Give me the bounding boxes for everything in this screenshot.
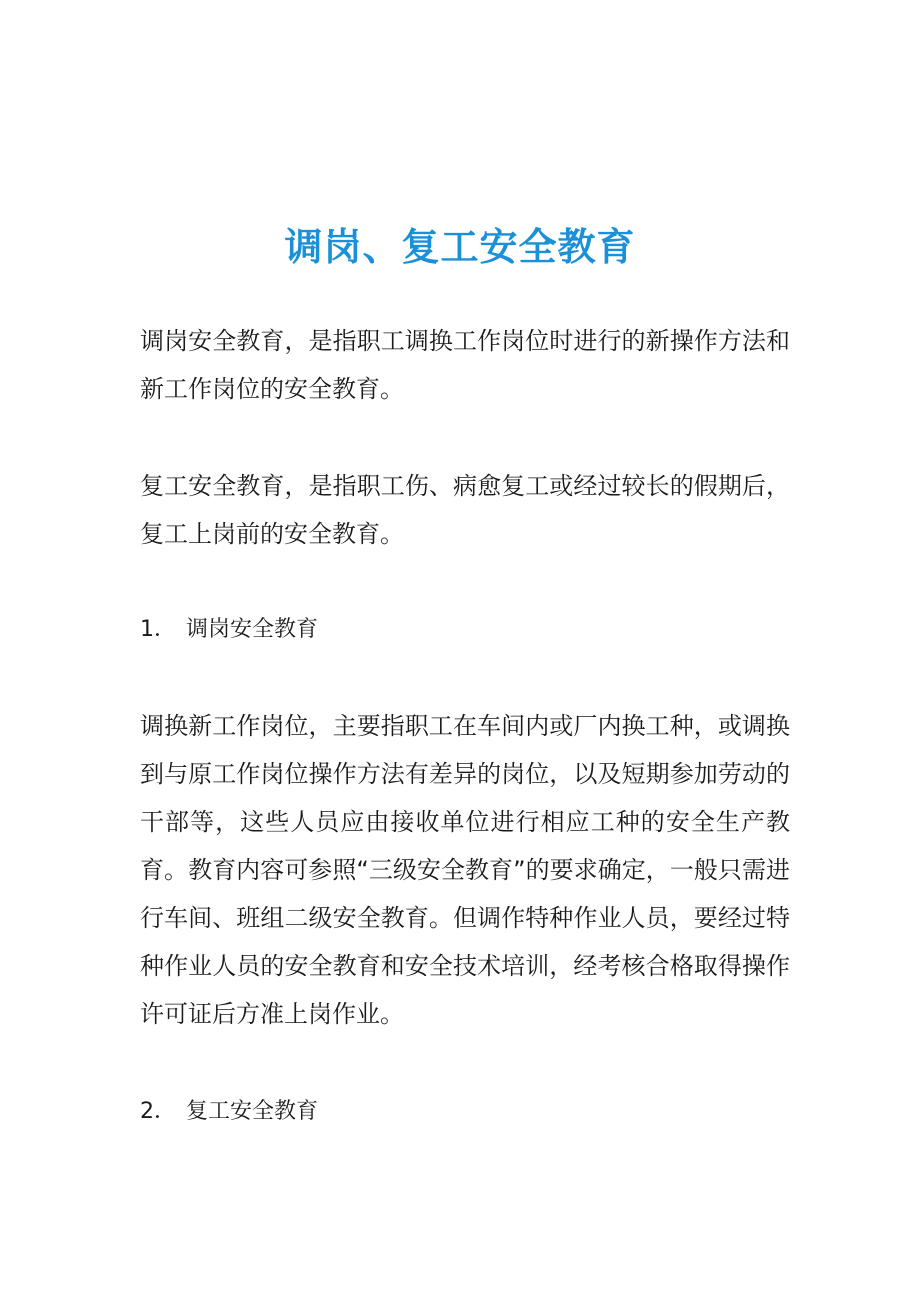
intro-paragraph-return: 复工安全教育，是指职工伤、病愈复工或经过较长的假期后，复工上岗前的安全教育。 — [140, 472, 790, 548]
section-1-body: 调换新工作岗位，主要指职工在车间内或厂内换工种，或调换到与原工作岗位操作方法有差异的岗位，以及短期参加劳动的干部等，这些人员应由接收单位进行相应工种的安全生产教育。教育内容可参照“三级安全教育”的要求确定，一般只需进行车间、班组二级安全教育。但调作特种作业人员，要经过特种作业人员的安全教育和安全技术培训，经考核合格取得操作许可证后方准上岗作业。 — [140, 712, 790, 1028]
intro-paragraph-transfer: 调岗安全教育，是指职工调换工作岗位时进行的新操作方法和新工作岗位的安全教育。 — [140, 327, 790, 403]
section-heading-text: 复工安全教育 — [186, 1099, 319, 1124]
section-number: 1． — [140, 617, 176, 642]
section-heading-1 — [140, 610, 790, 650]
page-title: 调岗、复工安全教育 — [284, 225, 636, 270]
section-number: 2． — [140, 1099, 176, 1124]
section-heading-text: 调岗安全教育 — [186, 617, 319, 642]
section-heading-2 — [140, 1092, 790, 1132]
